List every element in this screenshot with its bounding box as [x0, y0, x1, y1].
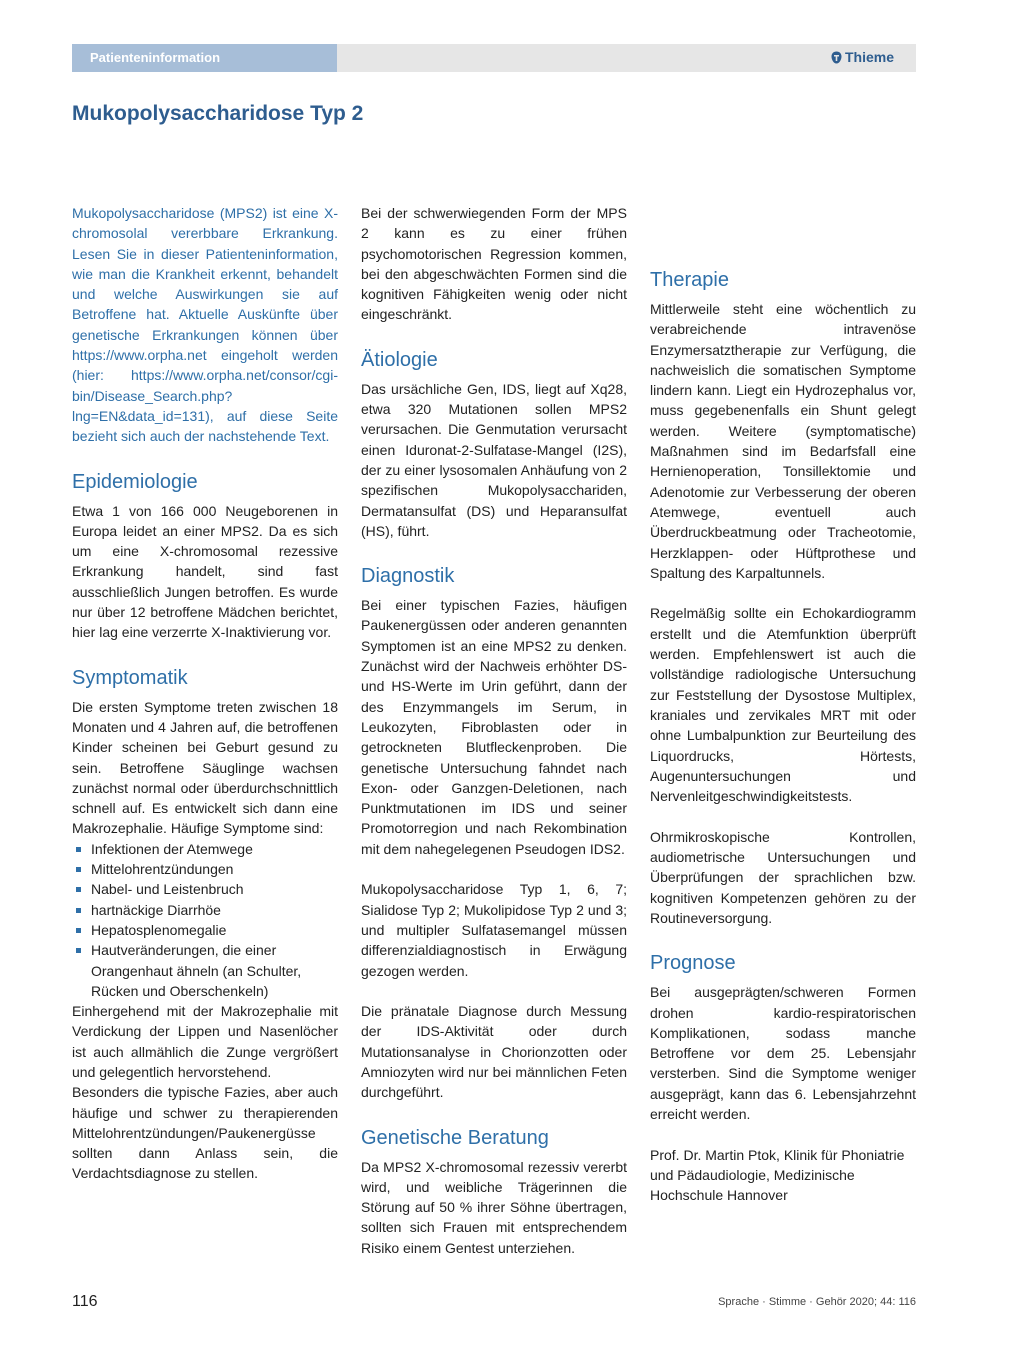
diagnostik-text-2: Mukopolysaccharidose Typ 1, 6, 7; Sialidose Typ 2; Mukolipidose Typ 2 und 3; und multipler Sulfatasemangel müssen differenzialdiagnostisch in Erwägung gezogen werden. — [361, 881, 627, 979]
section-header-bar — [72, 44, 337, 72]
heading-therapie: Therapie — [650, 269, 729, 291]
heading-prognose: Prognose — [650, 952, 736, 975]
list-item: hartnäckige Diarrhöe — [72, 900, 338, 920]
author-note: Prof. Dr. Martin Ptok, Klinik für Phoniatrie und Pädaudiologie, Medizinische Hochschule Hannover — [650, 1146, 905, 1204]
symptomatik-text-3: Besonders die typische Fazies, aber auch häufige und schwer zu therapierenden Mittelohrentzündungen/Paukenergüsse sollten dann Anlass sein, die Verdachtsdiagnose zu stellen. — [72, 1084, 338, 1182]
symptomatik-text: Die ersten Symptome treten zwischen 18 Monaten und 4 Jahren auf, die betroffenen Kinder scheinen bei Geburt gesund zu sein. Betroffene Säuglinge wachsen zunächst normal oder überdurchschnittlich schnell auf. Es entwickelt sich dann eine Makrozephalie. Häufige Symptome sind: — [72, 698, 338, 837]
symptomatik-continued: Bei der schwerwiegenden Form der MPS 2 kann es zu einer frühen psychomotorischen Regression kommen, bei den abgeschwächten Formen sind die kognitiven Fähigkeiten wenig oder nicht eingeschränkt. — [361, 205, 627, 323]
diagnostik-text-1: Bei einer typischen Fazies, häufigen Paukenergüssen oder anderen genannten Symptomen ist an eine MPS2 zu denken. Zunächst wird der Nachweis erhöhter DS- und HS-Werte im Urin geführt, dann der des Enzymmangels im Serum, in Leukozyten, Fibroblasten oder in getrockneten Blutfleckenproben. Die genetische Untersuchung fahndet nach Exon- oder Ganzgen-Deletionen, nach Punktmutationen im IDS und seiner Promotorregion und nach Rekombination mit dem nahegelegenen Pseudogen IDS2. — [361, 597, 627, 857]
logo-text: Thieme — [844, 49, 894, 65]
thieme-logo — [831, 49, 894, 65]
publisher-header-bar — [337, 44, 916, 72]
diagnostik-text-3: Die pränatale Diagnose durch Messung der IDS-Aktivität oder durch Mutationsanalyse in Chorionzotten oder Amniozyten wird nur bei männlichen Feten durchgeführt. — [361, 1003, 627, 1101]
heading-symptomatik: Symptomatik — [72, 666, 188, 689]
section-label: Patienteninformation — [90, 50, 221, 65]
heading-aetiologie: Ätiologie — [361, 348, 438, 371]
therapie-text-3: Ohrmikroskopische Kontrollen, audiometrische Untersuchungen und Überprüfungen der sprachlichen bzw. kognitiven Kompetenzen gehören zu der Routineversorgung. — [650, 828, 916, 926]
list-item: Nabel- und Leistenbruch — [72, 879, 338, 899]
therapie-text-2: Regelmäßig sollte ein Echokardiogramm erstellt und die Atemfunktion überprüft werden. Empfehlenswert ist auch die vollständige radiologische Untersuchung zur Feststellung der Dysostose Multiplex, kraniales und zervikales MRT mit oder ohne Lumbalpunktion zur Beurteilung des Liquordrucks, Hörtests, Augenuntersuchungen und Nervenleitgeschwindigkeitstests. — [650, 605, 916, 805]
epidemiologie-text: Etwa 1 von 166 000 Neugeborenen in Europa leidet an einer MPS2. Da es sich um eine X-chromosomal rezessive Erkrankung handelt, sind fast ausschließlich Jungen betroffen. Es wurde nur über 12 betroffene Mädchen berichtet, hier lag eine verzerrte X-Inaktivierung vor. — [72, 502, 338, 641]
list-item: Hepatosplenomegalie — [72, 920, 338, 940]
list-item: Hautveränderungen, die einer Orangenhaut ähneln (an Schulter, Rücken und Oberschenkeln) — [72, 940, 338, 1001]
heading-epidemiologie: Epidemiologie — [72, 470, 198, 493]
column-3 — [650, 203, 916, 1205]
article-title: Mukopolysaccharidose Typ 2 — [72, 102, 364, 125]
list-item: Infektionen der Atemwege — [72, 839, 338, 859]
symptomatik-text-2: Einhergehend mit der Makrozephalie mit Verdickung der Lippen und Nasenlöcher ist auch allmählich die Zunge vergrößert und gelegentlich hervorstehend. — [72, 1003, 338, 1080]
aetiologie-text: Das ursächliche Gen, IDS, liegt auf Xq28, etwa 320 Mutationen sollen MPS2 verursachen. Die Genmutation verursacht einen Iduronat-2-Sulfatase-Mangel (I2S), der zu einer lysosomalen Anhäufung von 2 spezifischen Mukopolysacchariden, Dermatansulfat (DS) und Heparansulfat (HS), führt. — [361, 380, 627, 539]
heading-diagnostik: Diagnostik — [361, 565, 455, 588]
column-2 — [361, 203, 627, 1258]
journal-citation: Sprache · Stimme · Gehör 2020; 44: 116 — [718, 1296, 916, 1308]
intro-paragraph: Mukopolysaccharidose (MPS2) ist eine X-chromosolal vererbbare Erkrankung. Lesen Sie in dieser Patienteninformation, wie man die Krankheit erkennt, behandelt und welche Auswirkungen sie auf Betroffene hat. Aktuelle Auskünfte über genetische Erkrankungen können über https://www.orpha.net eingeholt werden (hier: https://www.orpha.net/consor/cgi-bin/Disease_Search.php?lng=EN&data_id=131), auf diese Seite bezieht sich auch der nachstehende Text. — [72, 205, 338, 445]
therapie-text-1: Mittlerweile steht eine wöchentlich zu verabreichende intravenöse Enzymersatztherapie zur Verfügung, die nachweislich die somatischen Symptome lindern kann. Liegt ein Hydrozephalus vor, muss gegebenenfalls ein Shunt gelegt werden. Weitere (symptomatische) Maßnahmen sind im Bedarfsfall eine Hernienoperation, Tonsillektomie und Adenotomie zur Verbesserung der oberen Atemwege, eventuell auch Überdruckbeatmung oder Tracheotomie, Herzklappen- oder Hüftprothese und Spaltung des Karpaltunnels. — [650, 301, 916, 581]
list-item: Mittelohrentzündungen — [72, 859, 338, 879]
column-1 — [72, 203, 338, 1184]
symptom-list — [72, 839, 338, 1001]
beratung-text: Da MPS2 X-chromosomal rezessiv vererbt wird, und weibliche Trägerinnen die Störung auf 50 % ihrer Söhne übertragen, sollten sich Frauen mit entsprechendem Risiko einem Gentest unterziehen. — [361, 1158, 627, 1256]
prognose-text: Bei ausgeprägten/schweren Formen drohen kardio-respiratorischen Komplikationen, sodass manche Betroffene vor dem 25. Lebensjahr versterben. Sind die Symptome weniger ausgeprägt, kann das 6. Lebensjahrzehnt erreicht werden. — [650, 984, 916, 1122]
page-number: 116 — [72, 1293, 98, 1310]
thieme-logo-icon — [831, 51, 842, 64]
heading-genetische-beratung: Genetische Beratung — [361, 1126, 549, 1149]
